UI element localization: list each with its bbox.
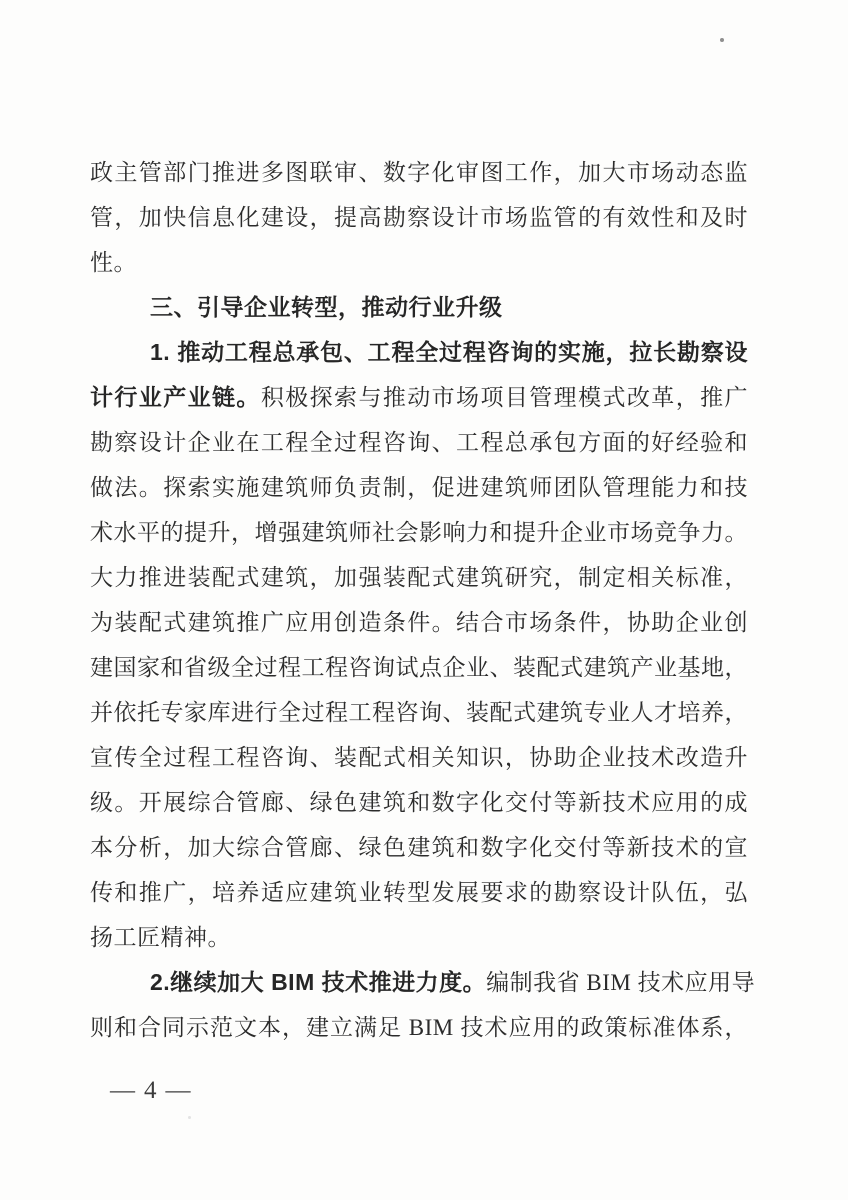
- body-text: 本分析，加大综合管廊、绿色建筑和数字化交付等新技术的宣: [90, 835, 748, 860]
- page-number-value: 4: [144, 1077, 157, 1104]
- body-text: 扬工匠精神。: [90, 925, 231, 950]
- text-line: [90, 240, 748, 285]
- body-text: 勘察设计企业在工程全过程咨询、工程总承包方面的好经验和: [90, 430, 748, 455]
- bold-lead-text: 2.继续加大 BIM 技术推进力度。: [150, 969, 487, 995]
- text-line: [90, 600, 748, 645]
- text-line: [90, 465, 748, 510]
- body-text: 则和合同示范文本，建立满足 BIM 技术应用的政策标准体系，: [90, 1015, 748, 1040]
- text-line: [90, 645, 748, 690]
- text-line: [90, 420, 748, 465]
- body-text: 术水平的提升，增强建筑师社会影响力和提升企业市场竞争力。: [90, 520, 748, 545]
- body-text: 管，加快信息化建设，提高勘察设计市场监管的有效性和及时: [90, 205, 748, 230]
- text-line: [90, 1005, 748, 1050]
- section-heading: [90, 285, 748, 330]
- scan-speck: [188, 1116, 191, 1119]
- text-line: [90, 870, 748, 915]
- page-number: [110, 1077, 191, 1105]
- text-line: [90, 330, 748, 375]
- text-line: [90, 825, 748, 870]
- body-text: 做法。探索实施建筑师负责制，促进建筑师团队管理能力和技: [90, 475, 748, 500]
- scan-speck: [720, 38, 724, 42]
- document-body: [90, 150, 756, 1050]
- page-number-dash-left: —: [110, 1077, 135, 1104]
- text-line: [90, 195, 748, 240]
- section-heading-text: 三、引导企业转型，推动行业升级: [150, 294, 503, 320]
- text-line: [90, 915, 748, 960]
- body-text: 大力推进装配式建筑，加强装配式建筑研究，制定相关标准，: [90, 565, 748, 590]
- body-text: 为装配式建筑推广应用创造条件。结合市场条件，协助企业创: [90, 610, 748, 635]
- body-text: 编制我省 BIM 技术应用导: [486, 970, 756, 995]
- body-text: 并依托专家库进行全过程工程咨询、装配式建筑专业人才培养，: [90, 700, 748, 725]
- body-text: 政主管部门推进多图联审、数字化审图工作，加大市场动态监: [90, 160, 748, 185]
- text-line: [90, 150, 748, 195]
- bold-lead-text: 1. 推动工程总承包、工程全过程咨询的实施，拉长勘察设: [150, 339, 748, 365]
- body-text: 传和推广，培养适应建筑业转型发展要求的勘察设计队伍，弘: [90, 880, 748, 905]
- body-text: 宣传全过程工程咨询、装配式相关知识，协助企业技术改造升: [90, 745, 748, 770]
- text-line: [90, 555, 748, 600]
- text-line: [90, 375, 748, 420]
- body-text: 建国家和省级全过程工程咨询试点企业、装配式建筑产业基地，: [90, 655, 748, 680]
- body-text: 级。开展综合管廊、绿色建筑和数字化交付等新技术应用的成: [90, 790, 748, 815]
- body-text: 积极探索与推动市场项目管理模式改革，推广: [260, 385, 749, 410]
- bold-lead-text: 计行业产业链。: [90, 384, 261, 410]
- text-line: [90, 510, 748, 555]
- text-line: [90, 780, 748, 825]
- text-line: [90, 735, 748, 780]
- page-number-dash-right: —: [165, 1077, 191, 1104]
- body-text: 性。: [90, 250, 137, 275]
- text-line: [90, 690, 748, 735]
- text-line: [90, 960, 756, 1005]
